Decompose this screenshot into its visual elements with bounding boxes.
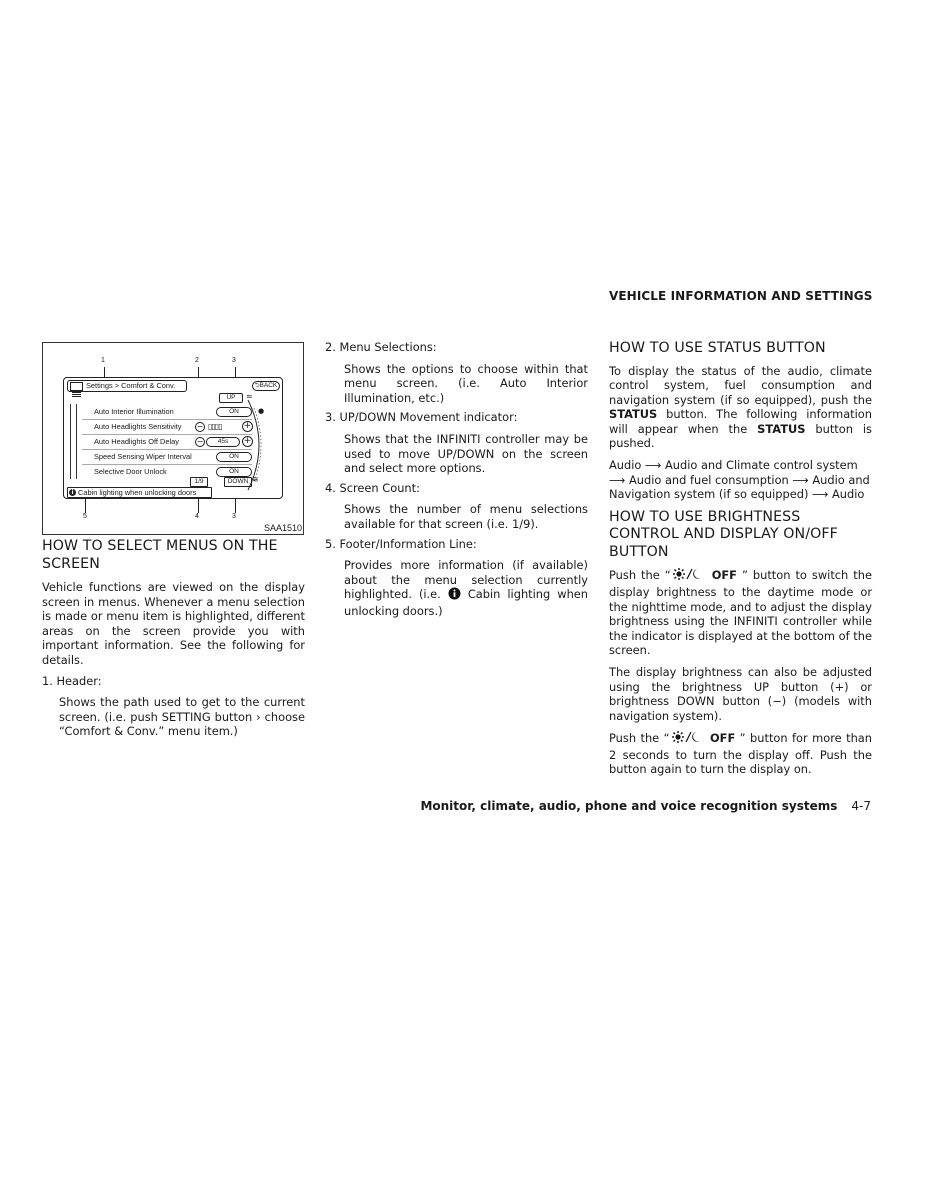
menu-row[interactable] <box>82 450 252 465</box>
status-bold-1: STATUS <box>609 407 658 422</box>
status-text-e: button is pushed. <box>609 421 872 451</box>
status-text-c: button. The following information will appear when the <box>609 407 872 436</box>
brightness-paragraph-2: The display brightness can also be adjusted using the brightness UP button (+) or brightness DOWN button (−) (models with navigation system). <box>609 664 872 723</box>
callout-2: 2 <box>195 357 199 364</box>
intro-paragraph: Vehicle functions are viewed on the display screen in menus. Whenever a menu selection is made or menu item is highlighted, different areas on the screen provide you with important information. See the following for details. <box>42 580 305 667</box>
callout-3: 3 <box>232 357 236 364</box>
screen-count-value: 1/9 <box>194 478 204 485</box>
brightness-day-night-icon <box>671 567 707 585</box>
item-4-title: 4. Screen Count: <box>325 480 420 495</box>
chevron-down-icon: ≋ <box>252 475 259 484</box>
item-2-text: Shows the options to choose within that menu screen. (i.e. Auto Interior Illumination, etc.) <box>344 361 588 405</box>
status-paragraph <box>609 364 872 452</box>
value-pill[interactable] <box>206 437 240 447</box>
brightness-text-b: ” button to switch the display brightness to the daytime mode or the nighttime mode, and to adjust the display brightness using the INFINITI controller while the indicator is displayed at the bottom of the screen. <box>609 568 872 658</box>
brightness-day-night-icon <box>670 730 706 748</box>
item-5-text-b: Cabin lighting when unlocking doors.) <box>344 587 589 618</box>
left-scroll-rail <box>70 404 77 479</box>
heading-select-menus: HOW TO SELECT MENUS ON THE SCREEN <box>42 538 278 572</box>
scroll-position-dot: ● <box>258 407 265 415</box>
display-screen <box>63 377 283 499</box>
item-4-text: Shows the number of menu selections available for that screen (i.e. 1/9). <box>344 502 588 531</box>
figure-code: SAA1510 <box>264 523 303 533</box>
item-5-title: 5. Footer/Information Line: <box>325 536 477 551</box>
column-3 <box>609 340 872 777</box>
status-text-a: To display the status of the audio, climate control system, fuel consumption and navigation system (if so equipped), push the <box>609 363 872 407</box>
footer-chapter-title: Monitor, climate, audio, phone and voice recognition systems <box>420 799 838 813</box>
section-header: VEHICLE INFORMATION AND SETTINGS <box>609 289 873 303</box>
callout-5: 5 <box>83 513 87 520</box>
status-sequence: Audio ⟶ Audio and Climate control system ⟶ Audio and fuel consumption ⟶ Audio and Navigation system (if so equipped) ⟶ Audio <box>609 458 870 502</box>
brightness-paragraph-3 <box>609 730 872 777</box>
screen-footer <box>67 487 212 498</box>
chevron-up-icon: ≈ <box>246 392 253 401</box>
screen-count <box>190 477 208 487</box>
minus-icon[interactable]: − <box>196 422 204 431</box>
off-label: OFF <box>711 568 737 583</box>
screen-header <box>67 380 187 392</box>
item-1-title: 1. Header: <box>42 673 102 688</box>
menu-row-label: Auto Headlights Sensitivity <box>94 422 182 431</box>
toggle-value: ON <box>229 468 239 475</box>
brightness-paragraph-1 <box>609 567 872 658</box>
back-button[interactable] <box>252 381 280 391</box>
back-arrow-icon: ⮌ <box>254 383 260 389</box>
heading-brightness: HOW TO USE BRIGHTNESS CONTROL AND DISPLAY ON/OFF BUTTON <box>609 508 838 560</box>
menu-row-label: Auto Headlights Off Delay <box>94 437 179 446</box>
item-5-text-a: Provides more information (if available) about the menu selection currently highlighted. (i.e. <box>344 558 588 602</box>
display-off-text-b: ” button for more than 2 seconds to turn the display off. Push the button again to turn the display on. <box>609 731 872 777</box>
plus-icon[interactable]: + <box>243 436 252 446</box>
leader-line <box>85 497 86 513</box>
item-2-title: 2. Menu Selections: <box>325 340 437 354</box>
screen-header-path: Settings > Comfort & Conv. <box>86 381 176 390</box>
menu-row-label: Selective Door Unlock <box>94 467 167 476</box>
menu-row-label: Speed Sensing Wiper Interval <box>94 452 192 461</box>
toggle-pill[interactable] <box>216 452 252 462</box>
menu-row[interactable] <box>82 435 252 450</box>
settings-menu-icon <box>70 382 83 391</box>
callout-4: 4 <box>195 513 199 520</box>
plus-icon[interactable]: + <box>243 421 252 431</box>
menu-row[interactable] <box>82 420 252 435</box>
up-label: UP <box>226 394 236 401</box>
heading-status-button: HOW TO USE STATUS BUTTON <box>609 340 826 356</box>
menu-row-label: Auto Interior Illumination <box>94 407 174 416</box>
item-5-text <box>344 558 588 618</box>
back-label: BACK <box>259 382 278 389</box>
screen-footer-text: Cabin lighting when unlocking doors <box>78 488 197 497</box>
column-1 <box>42 538 305 739</box>
minus-icon[interactable]: − <box>196 437 204 446</box>
toggle-pill[interactable] <box>216 407 252 417</box>
down-label: DOWN <box>227 478 249 485</box>
toggle-value: ON <box>229 408 239 415</box>
menu-selections <box>82 405 252 479</box>
item-1-text: Shows the path used to get to the current screen. (i.e. push SETTING button › choose “Comfort & Conv.” menu item.) <box>59 695 305 739</box>
up-indicator[interactable] <box>219 393 243 403</box>
item-3-text: Shows that the INFINITI controller may be used to move UP/DOWN on the screen and select more options. <box>344 431 588 476</box>
toggle-pill[interactable] <box>216 467 252 477</box>
level-bars-icon: ▯▯▯▯ <box>208 422 222 431</box>
brightness-text-a: Push the “ <box>609 568 671 583</box>
toggle-value: ON <box>229 453 239 460</box>
off-label: OFF <box>709 731 736 746</box>
info-icon: i <box>69 489 76 496</box>
page-number: 4-7 <box>851 799 871 813</box>
callout-1: 1 <box>101 357 105 364</box>
display-off-text-a: Push the “ <box>609 731 670 746</box>
item-3-title: 3. UP/DOWN Movement indicator: <box>325 410 518 425</box>
delay-value: 45s <box>217 438 229 445</box>
down-indicator[interactable] <box>224 477 252 487</box>
settings-screen-figure <box>42 342 304 535</box>
column-2 <box>325 340 588 619</box>
info-icon <box>448 587 461 604</box>
menu-row[interactable] <box>82 405 252 420</box>
status-bold-2: STATUS <box>757 421 806 436</box>
callout-3-bottom: 3 <box>232 513 236 520</box>
page-footer <box>420 799 871 813</box>
